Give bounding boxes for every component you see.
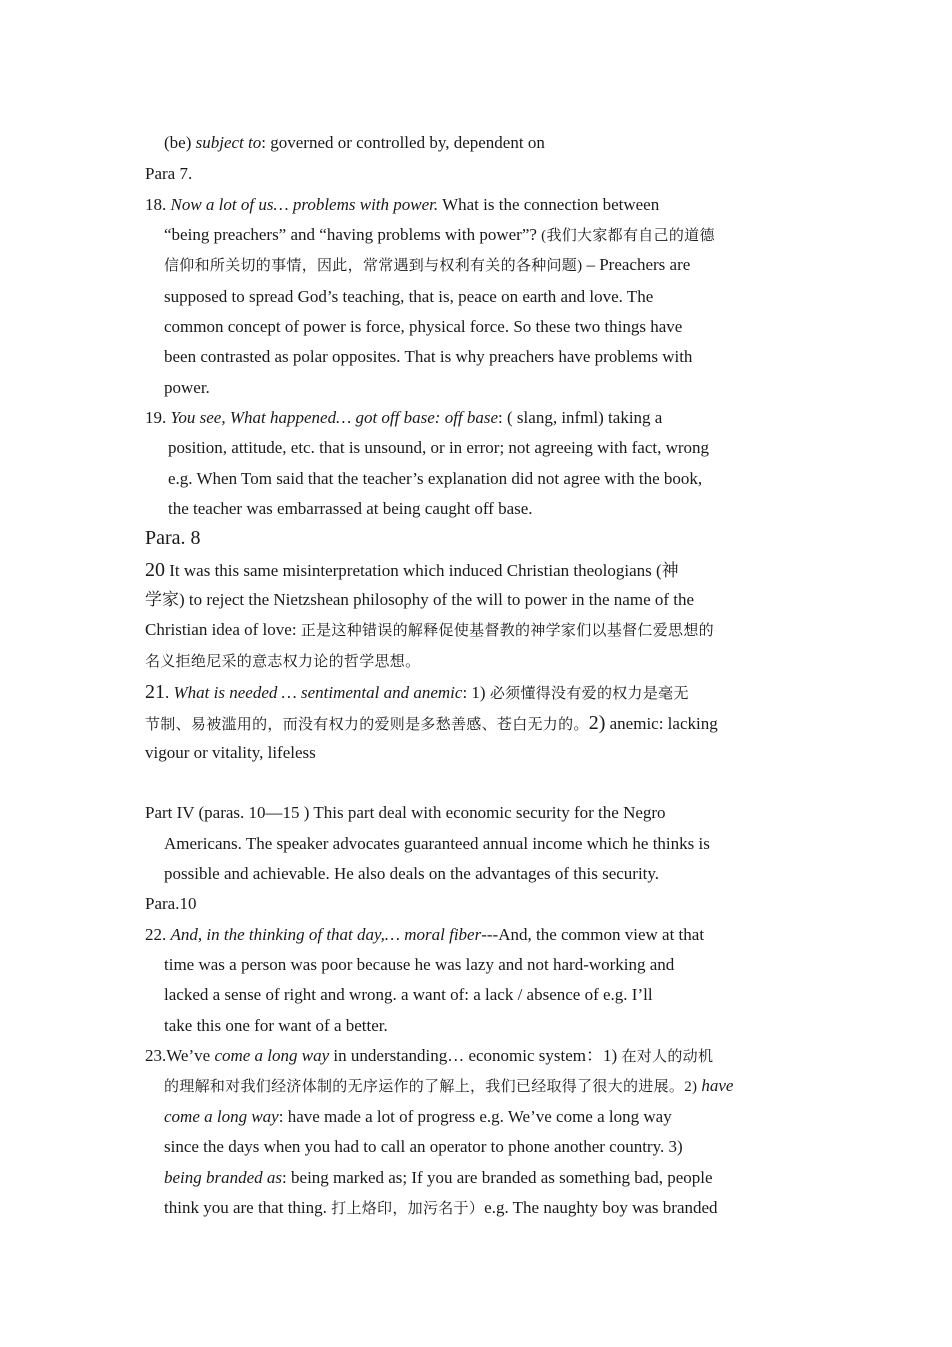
text-line	[145, 407, 662, 429]
text-line	[164, 954, 674, 976]
text-segment: : being marked as; If you are branded as something bad, people	[282, 1168, 713, 1187]
text-line	[145, 619, 714, 642]
text-line	[164, 1167, 713, 1189]
text-line	[164, 316, 682, 338]
text-line	[145, 1045, 713, 1068]
text-segment: Para 7.	[145, 164, 193, 183]
text-segment: .	[165, 683, 174, 702]
text-segment: anemic: lacking	[605, 714, 718, 733]
text-segment: 23.We’ve	[145, 1046, 215, 1065]
text-segment: : have made a lot of progress e.g. We’ve come a long way	[278, 1107, 672, 1126]
text-segment: time was a person was poor because he was lazy and not hard-working and	[164, 955, 675, 974]
text-line	[164, 1075, 733, 1098]
text-segment: What is the connection between	[438, 195, 660, 214]
text-segment: subject to	[195, 133, 262, 152]
text-line	[164, 984, 653, 1006]
text-segment: : ( slang, infml) taking a	[498, 408, 663, 427]
text-line	[145, 194, 659, 216]
text-line	[164, 132, 545, 154]
text-segment: think you are that thing.	[164, 1198, 332, 1217]
text-segment: What is needed … sentimental and anemic	[173, 683, 463, 702]
text-segment: : 1)	[462, 683, 490, 702]
text-line	[164, 833, 710, 855]
para-heading	[145, 527, 201, 550]
text-line	[168, 437, 709, 459]
text-line	[145, 589, 694, 611]
text-segment: have	[701, 1076, 734, 1095]
para-heading	[145, 893, 196, 915]
text-line	[164, 254, 690, 277]
text-line	[164, 346, 692, 368]
text-segment: (我们大家都有自己的道德	[541, 228, 715, 244]
text-segment: (be)	[164, 133, 196, 152]
text-segment: supposed to spread God’s teaching, that is, peace on earth and love. The	[164, 287, 654, 306]
text-segment: position, attitude, etc. that is unsound, or in error; not agreeing with fact, wrong	[168, 438, 710, 457]
text-segment: 在对人的动机	[621, 1049, 714, 1065]
text-segment: e.g. When Tom said that the teacher’s explanation did not agree with the book,	[168, 469, 703, 488]
text-segment: been contrasted as polar opposites. That is why preachers have problems with	[164, 347, 693, 366]
text-segment: vigour or vitality, lifeless	[145, 743, 316, 762]
text-segment: You see, What happened… got off base:	[170, 408, 441, 427]
text-line	[164, 286, 653, 308]
text-segment: 20	[145, 559, 165, 581]
text-segment: power.	[164, 378, 210, 397]
text-segment: 学家) to reject the Nietzshean philosophy of the will to power in the name of the	[145, 590, 695, 609]
text-segment: 信仰和所关切的事情，因此，常常遇到与权利有关的各种问题)	[164, 258, 587, 274]
text-line	[164, 1015, 388, 1037]
text-segment: in understanding… economic system：	[329, 1046, 604, 1065]
text-segment: 22.	[145, 925, 171, 944]
text-segment: common concept of power is force, physical force. So these two things have	[164, 317, 683, 336]
text-segment: And, in the thinking of that day,… moral fiber	[170, 925, 482, 944]
text-segment: 2)	[588, 712, 606, 734]
text-line	[164, 377, 210, 399]
text-line	[145, 681, 689, 705]
text-line	[168, 498, 533, 520]
text-line	[145, 924, 704, 946]
text-segment: Now a lot of us… problems with power.	[170, 195, 439, 214]
text-segment: Para.10	[145, 894, 197, 913]
text-line	[168, 468, 702, 490]
text-segment: off base	[444, 408, 499, 427]
text-line	[164, 224, 715, 247]
text-line	[164, 1197, 718, 1220]
text-segment: come a long way	[214, 1046, 330, 1065]
text-segment: ---And, the common view at that	[481, 925, 705, 944]
text-segment: since the days when you had to call an operator to phone another country. 3)	[164, 1137, 683, 1156]
text-segment: : governed or controlled by, dependent on	[261, 133, 545, 152]
text-segment: 打上烙印，加污名于）	[331, 1201, 485, 1217]
text-segment: 的理解和对我们经济体制的无序运作的了解上，我们已经取得了很大的进展。2)	[164, 1079, 702, 1095]
text-line	[145, 559, 679, 582]
para-heading	[145, 163, 192, 185]
text-segment: take this one for want of a better.	[164, 1016, 388, 1035]
text-segment: Americans. The speaker advocates guaranteed annual income which he thinks is	[164, 834, 710, 853]
text-line	[145, 742, 316, 764]
text-segment: Part IV (paras. 10—15 ) This part deal with economic security for the Negro	[145, 803, 666, 822]
text-segment: 节制、易被滥用的，而没有权力的爱则是多愁善感、苍白无力的。	[145, 717, 589, 733]
text-segment: possible and achievable. He also deals on the advantages of this security.	[164, 864, 660, 883]
text-segment: 名义拒绝尼采的意志权力论的哲学思想。	[145, 654, 421, 670]
text-segment: 1)	[603, 1046, 622, 1065]
text-segment: come a long way	[164, 1107, 279, 1126]
text-segment: – Preachers are	[586, 255, 691, 274]
text-line	[145, 650, 420, 673]
text-line	[164, 863, 659, 885]
text-line	[145, 802, 666, 824]
text-segment: the teacher was embarrassed at being caught off base.	[168, 499, 533, 518]
text-segment: “being preachers” and “having problems with power”?	[164, 225, 542, 244]
text-segment: 必须懂得没有爱的权力是毫无	[489, 686, 689, 702]
text-segment: It was this same misinterpretation which induced Christian theologians (神	[165, 561, 679, 580]
text-segment: Para. 8	[145, 527, 201, 549]
text-line	[164, 1136, 683, 1158]
text-segment: 正是这种错误的解释促使基督教的神学家们以基督仁爱思想的	[300, 623, 714, 639]
text-segment: Christian idea of love:	[145, 620, 301, 639]
text-line	[164, 1106, 672, 1128]
text-segment: 21	[145, 681, 165, 703]
text-line	[145, 712, 718, 736]
text-segment: 18.	[145, 195, 171, 214]
text-segment: being branded as	[164, 1168, 283, 1187]
text-segment: 19.	[145, 408, 171, 427]
text-segment: e.g. The naughty boy was branded	[484, 1198, 718, 1217]
text-segment: lacked a sense of right and wrong. a want of: a lack / absence of e.g. I’ll	[164, 985, 653, 1004]
